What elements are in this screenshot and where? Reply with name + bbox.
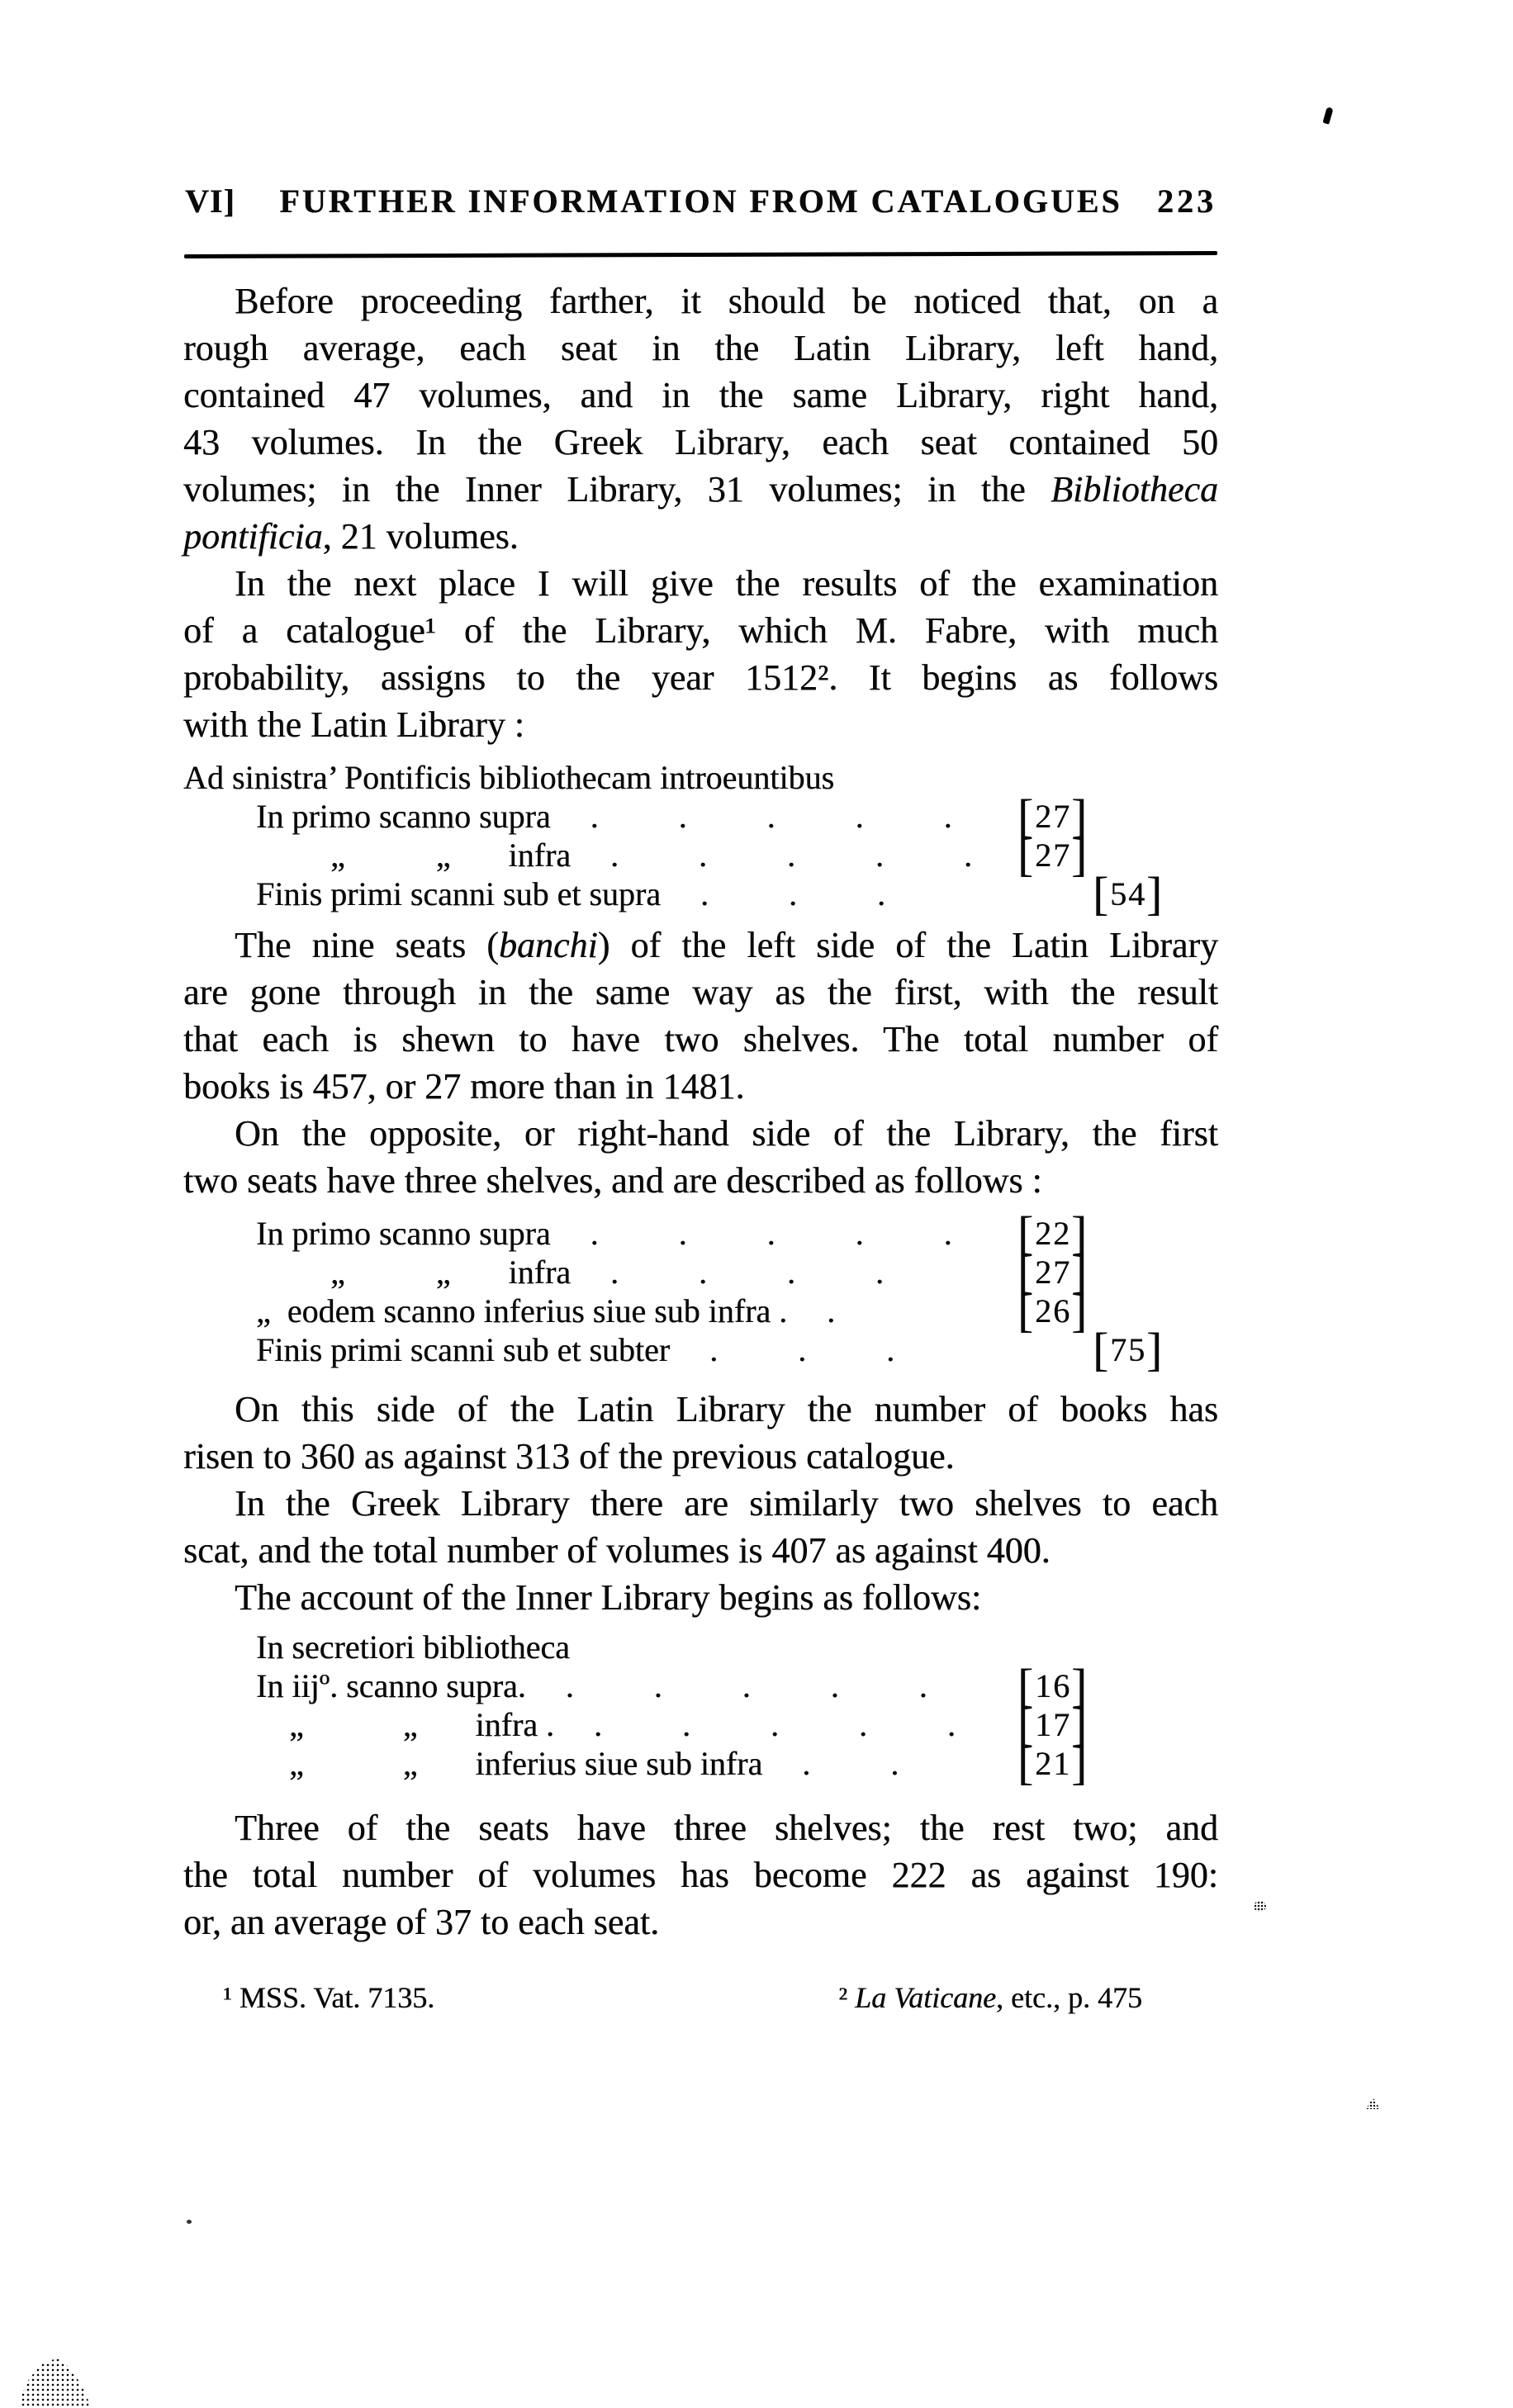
text-line: Before proceeding farther, it should be noticed that, on a — [235, 281, 1218, 321]
catalogue-label: In primo scanno supra — [256, 798, 551, 835]
catalogue-row — [183, 1246, 1218, 1299]
leader-dots: . . . . . — [565, 1667, 928, 1704]
bracket-open: [ — [1017, 1699, 1036, 1751]
bracket-close: ] — [1146, 868, 1164, 921]
leader-dots: . . . — [700, 875, 886, 912]
ink-speck-triangle — [1366, 2098, 1380, 2109]
text-run: ) of the left side of the Latin Library — [597, 925, 1218, 965]
footnote-2 — [838, 1980, 1142, 2015]
catalogue-heading-text: Ad sinistra’ Pontificis bibliothecam introeuntibus — [183, 759, 835, 796]
text-line: rough average, each seat in the Latin Library, left hand, — [183, 328, 1218, 368]
leader-dots: . . . . — [610, 1254, 885, 1291]
bracket-close: ] — [1071, 1246, 1089, 1299]
catalogue-label: „ „ infra — [256, 1254, 572, 1291]
leader-dots: . . . . . — [590, 1215, 953, 1252]
count-value: 22 — [1035, 1215, 1072, 1252]
text-line: that each is shewn to have two shelves. The total number of — [183, 1019, 1218, 1059]
leader-dots: . . — [802, 1745, 900, 1782]
header-rule — [184, 251, 1217, 258]
paragraph-greek-library — [183, 1480, 1218, 1574]
text-line — [183, 513, 1218, 560]
running-title: FURTHER INFORMATION FROM CATALOGUES — [279, 182, 1122, 220]
bracket-close: ] — [1071, 829, 1089, 882]
bracket-close: ] — [1146, 1324, 1164, 1377]
paragraph-three-shelves — [183, 1804, 1218, 1946]
paragraph-fabre-catalogue — [183, 560, 1218, 748]
text-line: with the Latin Library : — [183, 704, 524, 745]
catalogue-label: In primo scanno supra — [256, 1215, 551, 1252]
ink-speck-star — [1254, 1901, 1266, 1912]
count-value: 17 — [1035, 1706, 1072, 1743]
count-value: 26 — [1035, 1292, 1072, 1330]
chapter-marker: VI] — [185, 182, 235, 220]
bracket-open: [ — [1017, 1246, 1036, 1299]
total-count — [1093, 1324, 1164, 1377]
footnote-marker: ² — [838, 1981, 856, 2014]
text-column — [183, 277, 1218, 2015]
paragraph-average-volumes — [183, 277, 1218, 560]
text-line: On the opposite, or right-hand side of the Library, the first — [235, 1113, 1218, 1154]
text-line: probability, assigns to the year 1512². It begins as follows — [183, 657, 1218, 698]
shelf-count — [1017, 1285, 1089, 1338]
bracket-open: [ — [1017, 1660, 1036, 1713]
ink-speck-dot — [187, 2220, 192, 2224]
text-line: On this side of the Latin Library the number of books has — [235, 1389, 1218, 1429]
text-line: Three of the seats have three shelves; the rest two; and — [235, 1808, 1218, 1848]
bracket-close: ] — [1071, 1737, 1089, 1790]
paragraph-inner-library-intro — [183, 1574, 1218, 1621]
count-value: 27 — [1035, 837, 1072, 874]
paragraph-right-hand-side — [183, 1110, 1218, 1204]
text-line: In the Greek Library there are similarly two shelves to each — [235, 1483, 1218, 1524]
paragraph-books-risen — [183, 1386, 1218, 1480]
bracket-close: ] — [1071, 1699, 1089, 1751]
leader-dots: . . . — [709, 1331, 896, 1368]
count-value: 16 — [1035, 1667, 1072, 1704]
footnote-row — [183, 1980, 1218, 2015]
catalogue-row — [183, 1737, 1218, 1790]
text-line: two seats have three shelves, and are described as follows : — [183, 1160, 1042, 1201]
catalogue-row — [183, 829, 1218, 882]
catalogue-extract-inner-library — [183, 1628, 1218, 1790]
catalogue-extract-left-side — [183, 758, 1218, 921]
catalogue-row — [183, 1660, 1218, 1713]
catalogue-label: In iijº. scanno supra. — [256, 1667, 526, 1704]
catalogue-total-row — [183, 1324, 1218, 1377]
count-value: 27 — [1035, 798, 1072, 835]
text-line: contained 47 volumes, and in the same Library, right hand, — [183, 375, 1218, 415]
catalogue-heading-text: In secretiori bibliotheca — [256, 1628, 570, 1666]
shelf-count — [1017, 829, 1089, 882]
catalogue-label: „ „ inferius siue sub infra — [256, 1745, 763, 1782]
text-line: the total number of volumes has become 222 as against 190: — [183, 1855, 1218, 1895]
text-line: of a catalogue¹ of the Library, which M. Fabre, with much — [183, 610, 1218, 651]
italic-run: Bibliotheca — [1051, 469, 1218, 510]
count-value: 27 — [1035, 1254, 1072, 1291]
bracket-close: ] — [1071, 1207, 1089, 1260]
leader-dots: . — [827, 1292, 837, 1330]
count-value: 21 — [1035, 1745, 1072, 1782]
total-count — [1093, 868, 1164, 921]
text-line: risen to 360 as against 313 of the previous catalogue. — [183, 1436, 955, 1477]
catalogue-total-row — [183, 868, 1218, 921]
italic-run: pontificia — [183, 516, 323, 557]
count-value: 54 — [1110, 875, 1147, 912]
bracket-close: ] — [1071, 790, 1089, 843]
bracket-open: [ — [1017, 1285, 1036, 1338]
catalogue-label: „ eodem scanno inferius siue sub infra . — [256, 1292, 788, 1330]
text-line: The account of the Inner Library begins as follows: — [235, 1577, 982, 1618]
text-line: are gone through in the same way as the first, with the result — [183, 972, 1218, 1012]
catalogue-label: Finis primi scanni sub et supra — [256, 875, 661, 912]
ink-speck-apostrophe — [1322, 107, 1333, 124]
bracket-open: [ — [1093, 868, 1111, 921]
catalogue-heading — [183, 758, 1218, 797]
catalogue-row — [183, 1207, 1218, 1260]
page-header — [183, 182, 1218, 225]
bracket-close: ] — [1071, 1285, 1089, 1338]
catalogue-label: Finis primi scanni sub et subter — [256, 1331, 671, 1368]
bracket-close: ] — [1071, 1660, 1089, 1713]
text-line — [183, 466, 1218, 513]
catalogue-extract-right-side — [183, 1207, 1218, 1377]
page-number: 223 — [1157, 182, 1217, 220]
text-run: volumes; in the Inner Library, 31 volumes; in the — [183, 469, 1051, 510]
text-line: books is 457, or 27 more than in 1481. — [183, 1066, 745, 1107]
text-line: 43 volumes. In the Greek Library, each seat contained 50 — [183, 422, 1218, 462]
bracket-open: [ — [1017, 790, 1036, 843]
footnote-1: ¹ MSS. Vat. 7135. — [223, 1981, 435, 2014]
text-run: , 21 volumes. — [322, 516, 519, 557]
catalogue-row — [183, 790, 1218, 843]
leader-dots: . . . . . — [594, 1706, 957, 1743]
text-line — [183, 922, 1218, 969]
italic-run: La Vaticane — [855, 1981, 997, 2014]
catalogue-heading — [183, 1628, 1218, 1666]
text-line: In the next place I will give the results of the examination — [235, 563, 1218, 604]
italic-run: banchi — [498, 925, 598, 965]
shelf-count — [1017, 1737, 1089, 1790]
leader-dots: . . . . . — [590, 798, 953, 835]
halftone-smudge — [21, 2358, 91, 2408]
leader-dots: . . . . . — [610, 837, 974, 874]
catalogue-label: „ „ infra . — [256, 1706, 555, 1743]
text-line: scat, and the total number of volumes is 407 as against 400. — [183, 1530, 1051, 1571]
catalogue-label: „ „ infra — [256, 837, 572, 874]
bracket-open: [ — [1017, 1737, 1036, 1790]
count-value: 75 — [1110, 1331, 1147, 1368]
bracket-open: [ — [1017, 829, 1036, 882]
text-run: The nine seats ( — [235, 925, 499, 965]
text-run: , etc., p. 475 — [996, 1981, 1142, 2014]
bracket-open: [ — [1017, 1207, 1036, 1260]
text-line: or, an average of 37 to each seat. — [183, 1902, 660, 1942]
catalogue-row — [183, 1285, 1218, 1338]
paragraph-nine-seats — [183, 922, 1218, 1110]
catalogue-row — [183, 1699, 1218, 1751]
bracket-open: [ — [1093, 1324, 1111, 1377]
